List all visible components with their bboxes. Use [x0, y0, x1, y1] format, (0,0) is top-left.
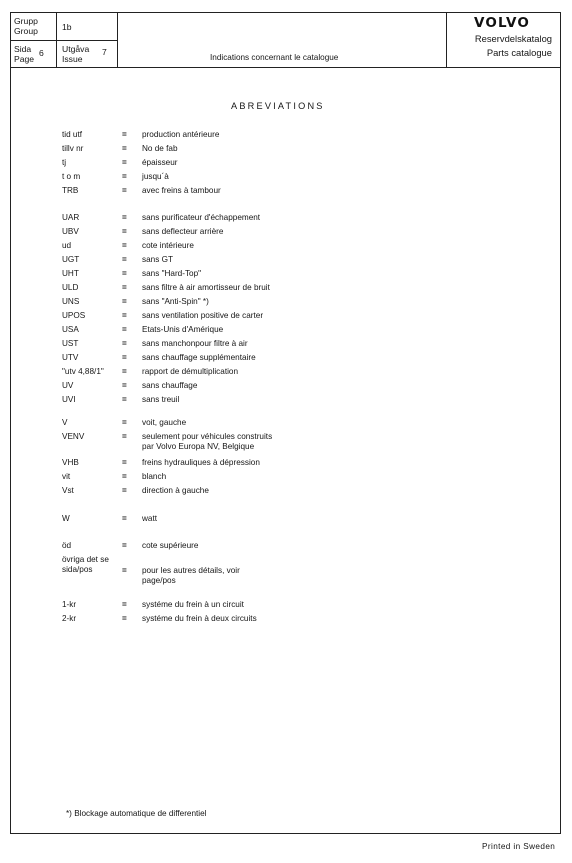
- abbreviation-meaning: avec freins à tambour: [142, 186, 221, 195]
- equals-sign: =: [122, 353, 127, 362]
- abbreviation-term: UNS: [62, 297, 80, 306]
- abbreviation-term: övriga det se sida/pos: [62, 555, 109, 574]
- abbreviation-meaning: No de fab: [142, 144, 178, 153]
- abbreviation-term: ud: [62, 241, 72, 250]
- abbreviation-term: tillv nr: [62, 144, 84, 153]
- abbreviation-term: t o m: [62, 172, 81, 181]
- abbreviation-meaning: sans "Anti-Spin" *): [142, 297, 209, 306]
- page-label: Sida Page: [14, 44, 35, 64]
- abbreviation-term: ULD: [62, 283, 79, 292]
- page-frame: [10, 12, 561, 834]
- page-title: Indications concernant le catalogue: [210, 53, 339, 62]
- abbreviation-term: Vst: [62, 486, 74, 495]
- equals-sign: =: [122, 213, 127, 222]
- abbreviation-term: UBV: [62, 227, 79, 236]
- abbreviation-term: TRB: [62, 186, 79, 195]
- header-divider-mid: [117, 12, 118, 67]
- equals-sign: =: [122, 432, 127, 441]
- equals-sign: =: [122, 325, 127, 334]
- equals-sign: =: [122, 381, 127, 390]
- abbreviation-meaning: watt: [142, 514, 158, 523]
- abbreviation-meaning: jusqu´à: [142, 172, 169, 181]
- volvo-logo: VOLVO: [473, 15, 531, 31]
- equals-sign: =: [122, 339, 127, 348]
- abbreviation-term: UV: [62, 381, 74, 390]
- abbreviation-term: USA: [62, 325, 79, 334]
- abbreviation-meaning: sans filtre à air amortisseur de bruit: [142, 283, 270, 292]
- abbreviation-meaning: blanch: [142, 472, 167, 481]
- brand-line-1: Reservdelskatalog: [474, 33, 552, 44]
- abbreviation-meaning: sans ventilation positive de carter: [142, 311, 264, 320]
- equals-sign: =: [122, 566, 127, 575]
- equals-sign: =: [122, 269, 127, 278]
- header-divider-right: [446, 12, 447, 67]
- abbreviation-term: "utv 4,88/1": [62, 367, 104, 376]
- brand-line-2: Parts catalogue: [486, 47, 552, 58]
- footnote: *) Blockage automatique de differentiel: [66, 809, 207, 818]
- equals-sign: =: [122, 458, 127, 467]
- equals-sign: =: [122, 514, 127, 523]
- abbreviation-meaning: freins hydrauliques à dépression: [142, 458, 260, 467]
- abbreviation-meaning: sans GT: [142, 255, 173, 264]
- abbreviation-term: öd: [62, 541, 72, 550]
- equals-sign: =: [122, 241, 127, 250]
- abbreviation-term: 2-kr: [62, 614, 77, 623]
- abbreviation-meaning: systéme du frein à deux circuits: [142, 614, 257, 623]
- equals-sign: =: [122, 472, 127, 481]
- equals-sign: =: [122, 614, 127, 623]
- header-mid-rule: [10, 40, 117, 41]
- abbreviation-meaning: sans chauffage supplémentaire: [142, 353, 256, 362]
- equals-sign: =: [122, 600, 127, 609]
- header-bottom-rule: [10, 67, 561, 68]
- abbreviation-term: V: [62, 418, 68, 427]
- issue-value: 7: [102, 47, 107, 57]
- abbreviation-meaning: sans "Hard-Top": [142, 269, 202, 278]
- abbreviation-term: UVI: [62, 395, 76, 404]
- abbreviation-meaning: Etats-Unis d'Amérique: [142, 325, 224, 334]
- header-divider-left: [56, 12, 57, 67]
- equals-sign: =: [122, 367, 127, 376]
- equals-sign: =: [122, 311, 127, 320]
- abbreviation-term: VHB: [62, 458, 79, 467]
- equals-sign: =: [122, 186, 127, 195]
- equals-sign: =: [122, 158, 127, 167]
- equals-sign: =: [122, 297, 127, 306]
- abbreviation-term: UPOS: [62, 311, 86, 320]
- abbreviation-term: vit: [62, 472, 71, 481]
- abbreviation-term: UAR: [62, 213, 80, 222]
- equals-sign: =: [122, 130, 127, 139]
- equals-sign: =: [122, 172, 127, 181]
- abbreviation-term: UST: [62, 339, 79, 348]
- equals-sign: =: [122, 418, 127, 427]
- abbreviation-meaning: sans treuil: [142, 395, 180, 404]
- abbreviation-meaning: voit, gauche: [142, 418, 187, 427]
- printed-in: Printed in Sweden: [482, 842, 556, 851]
- abbreviation-term: W: [62, 514, 70, 523]
- abbreviation-term: 1-kr: [62, 600, 77, 609]
- equals-sign: =: [122, 486, 127, 495]
- abbreviation-meaning: rapport de démultiplication: [142, 367, 239, 376]
- group-label: Grupp Group: [14, 16, 38, 36]
- equals-sign: =: [122, 395, 127, 404]
- abbreviation-meaning: sans deflecteur arrière: [142, 227, 224, 236]
- issue-label: Utgåva Issue: [62, 44, 90, 64]
- abbreviation-meaning: systéme du frein à un circuit: [142, 600, 244, 609]
- abbreviation-term: UGT: [62, 255, 80, 264]
- abbreviation-term: UTV: [62, 353, 79, 362]
- abbreviation-term: VENV: [62, 432, 85, 441]
- abbreviation-meaning: direction à gauche: [142, 486, 209, 495]
- page-value: 6: [39, 48, 44, 58]
- equals-sign: =: [122, 541, 127, 550]
- abbreviation-meaning: cote intérieure: [142, 241, 194, 250]
- equals-sign: =: [122, 283, 127, 292]
- abbreviation-term: tj: [62, 158, 67, 167]
- equals-sign: =: [122, 144, 127, 153]
- section-heading: ABREVIATIONS: [231, 101, 325, 111]
- abbreviation-meaning: production antérieure: [142, 130, 220, 139]
- abbreviation-meaning: pour les autres détails, voir page/pos: [142, 566, 240, 585]
- equals-sign: =: [122, 227, 127, 236]
- group-value: 1b: [62, 22, 72, 32]
- abbreviation-term: tid utf: [62, 130, 83, 139]
- abbreviation-meaning: seulement pour véhicules construits par Volvo Europa NV, Belgique: [142, 432, 273, 451]
- abbreviation-meaning: cote supérieure: [142, 541, 199, 550]
- abbreviation-meaning: sans manchonpour filtre à air: [142, 339, 248, 348]
- abbreviation-meaning: sans chauffage: [142, 381, 198, 390]
- abbreviation-meaning: sans purificateur d'échappement: [142, 213, 261, 222]
- equals-sign: =: [122, 255, 127, 264]
- abbreviation-term: UHT: [62, 269, 79, 278]
- abbreviation-meaning: épaisseur: [142, 158, 178, 167]
